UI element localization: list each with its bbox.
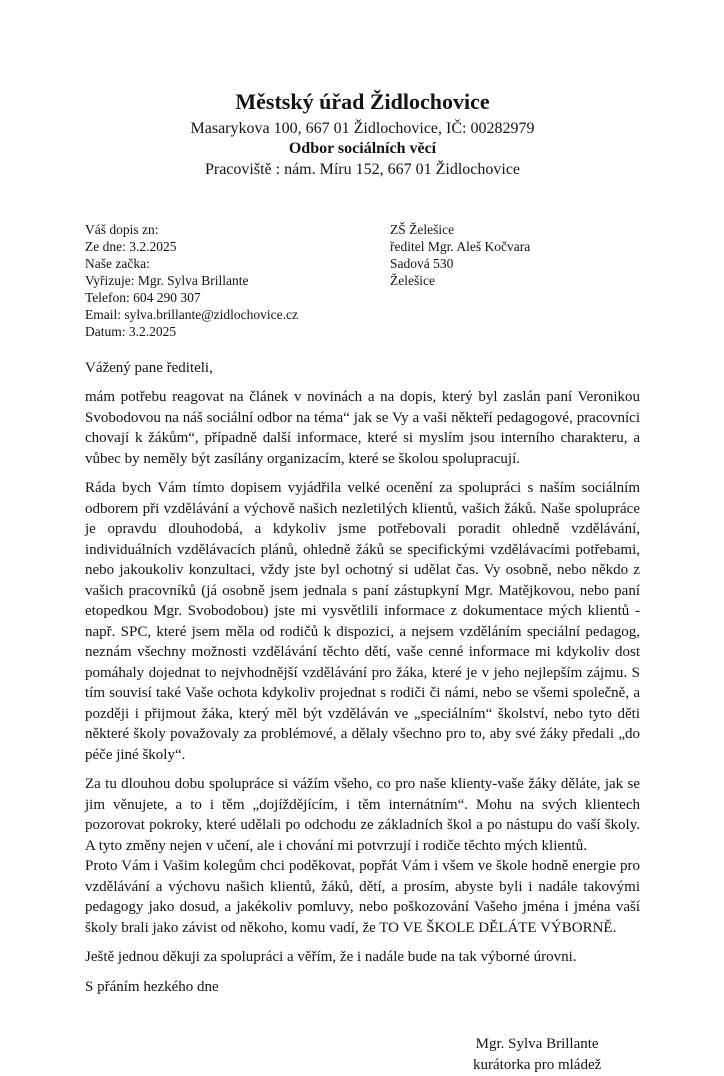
organization-address: Masarykova 100, 667 01 Židlochovice, IČ: 00282979 (190, 119, 535, 137)
letter-body (85, 358, 640, 1076)
ref-dated: Ze dne: 3.2.2025 (85, 238, 177, 254)
organization-workplace: Pracoviště : nám. Míru 152, 667 01 Židlochovice (204, 161, 521, 179)
recipient-address (390, 221, 640, 340)
organization-title: Městský úřad Židlochovice (235, 89, 490, 114)
farewell-line: S přáním hezkého dne (85, 978, 219, 995)
signature-role: kurátorka pro mládež (473, 1057, 602, 1074)
recipient-school: ZŠ Želešice (390, 221, 455, 237)
closing-line: Ještě jednou děkuji za spolupráci a věřím, že i nadále bude na tak výborné úrovni. (85, 949, 577, 966)
reference-details (85, 221, 390, 340)
ref-email: Email: sylva.brillante@zidlochovice.cz (85, 306, 298, 322)
paragraph-1: mám potřebu reagovat na článek v novinách a na dopis, který byl zaslán paní Veronikou Svobodovou na náš sociální odbor na téma“ jak se Vy a vaši někteří pedagogové, pracovníci chovají k žákům“, případně další informace, které si myslím jsou interního charakteru, a vůbec by neměly být zasílány organizacím, které se školou spolupracují. (85, 389, 640, 467)
paragraph-3: Za tu dlouhou dobu spolupráce si vážím všeho, co pro naše klienty-vaše žáky děláte, jak se jim věnujete, a to i těm „dojíždějícím, i těm internátním“. Mohu na svých klientech pozorovat pokroky, které udělali po odchodu ze základních škol a po nástupu do vaší školy. A tyto změny nejen v učení, ale i chování mi potvrzují i rodiče těchto mých klientů. (85, 776, 640, 854)
ref-date: Datum: 3.2.2025 (85, 323, 177, 339)
recipient-director: ředitel Mgr. Aleš Kočvara (390, 238, 531, 254)
ref-our-ref: Naše začka: (85, 255, 150, 271)
recipient-street: Sadová 530 (390, 255, 454, 271)
reference-block (85, 221, 640, 340)
ref-phone: Telefon: 604 290 307 (85, 289, 201, 305)
signature-name: Mgr. Sylva Brillante (475, 1036, 599, 1053)
ref-your-letter: Váš dopis zn: (85, 221, 159, 237)
paragraph-4: Proto Vám i Vašim kolegům chci poděkovat, popřát Vám i všem ve škole hodně energie pro vzdělávání a výchovu našich klientů, žáků, dětí, a prosím, abyste byli i nadále takovými pedagogy jako dosud, a jakékoliv pomluvy, nebo poškozování Vašeho jména i jména vaší školy brali jako závist od někoho, komu vadí, že TO VE ŠKOLE DĚLÁTE VÝBORNĚ. (85, 858, 640, 936)
salutation: Vážený pane řediteli, (85, 359, 213, 376)
organization-department: Odbor sociálních věcí (288, 140, 437, 158)
recipient-city: Želešice (390, 272, 435, 288)
paragraph-2: Ráda bych Vám tímto dopisem vyjádřila velké ocenění za spolupráci s naším sociálním odborem při vzdělávání a výchově našich nezletilých klientů, vašich žáků. Naše spolupráce je opravdu dlouhodobá, a kdykoliv jsme potřebovali poradit ohledně vzdělávání, individuálních vzdělávacích plánů, ohledně žáků se specifickými vzdělávacími potřebami, nebo jakoukoliv konzultaci, vždy jste byl ochotný si udělat čas. Vy osobně, nebo někdo z vašich pracovníků (já osobně jsem jednala s paní zástupkyní Mgr. Matějkovou, nebo paní etopedkou Mgr. Svobodobou) jste mi vysvětlili informace z dokumentace mých klientů - např. SPC, které jsem měla od rodičů k dispozici, a nejsem vzděláním speciální pedagog, neznám všechny možnosti vzdělávání těchto dětí, vaše cenné informace mi kdykoliv dost pomáhaly dojednat to nejvhodnější vzdělávání pro žáka, které je v jeho nejlepším zájmu. S tím souvisí také Vaše ochota kdykoliv projednat s rodiči či námi, nebo se všemi společně, a později i přijmout žáka, který měl být vzděláván ve „speciálním“ školství, nebo tyto děti některé školy považovaly za problémové, a dělaly všechno pro to, aby své žáky předali „do péče jiné školy“. (85, 480, 640, 763)
letterhead (85, 88, 640, 181)
ref-handled-by: Vyřizuje: Mgr. Sylva Brillante (85, 272, 249, 288)
signature-block (473, 1034, 601, 1076)
